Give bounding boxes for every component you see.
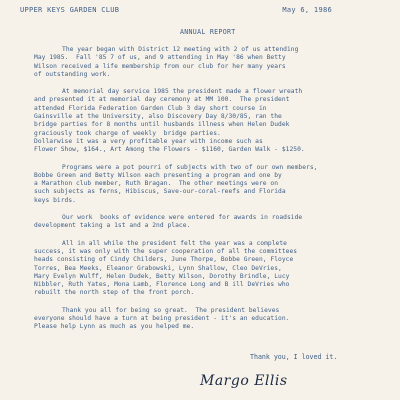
paragraph-line: such subjects as ferns, Hibiscus, Save-our-coral-reefs and Florida (34, 188, 286, 196)
paragraph-line: All in all while the president felt the year was a complete (62, 239, 287, 247)
paragraph-line: bridge parties for 8 months until husbands illness when Helen Dudek (34, 121, 290, 129)
paragraph-line: a Marathon club member, Ruth Bragan. The other meetings were on (34, 180, 279, 188)
report-date: May 6, 1986 (282, 6, 332, 14)
paragraph-line: and presented it at memorial day ceremony at MM 100. The president (34, 96, 290, 104)
report-paragraph (34, 240, 374, 298)
paragraph-line: The year began with District 12 meeting with 2 of us attending (62, 46, 299, 53)
paragraph-line: Flower Show, $164., Art Among the Flowers - $1160, Garden Walk - $1250. (34, 146, 305, 154)
paragraph-line: At memorial day service 1985 the president made a flower wreath (62, 88, 303, 96)
report-body (34, 46, 374, 341)
paragraph-line: development taking a 1st and a 2nd place. (34, 222, 191, 230)
paragraph-line: May 1985. Fall '85 7 of us, and 9 attending in May '86 when Betty (34, 54, 286, 62)
paragraph-line: attended Florida Federation Garden Club 3 day short course in (34, 104, 267, 112)
paragraph-line: keys birds. (34, 196, 76, 204)
paragraph-line: Nibbler, Ruth Yates, Mona Lamb, Florence Long and B ill DeVries who (34, 281, 290, 289)
paragraph-line: Wilson received a life membership from our club for her many years (34, 62, 286, 70)
paragraph-line: Dollarwise it was a very profitable year with income such as (34, 137, 263, 145)
paragraph-line: Programs were a pot pourri of subjects with two of our own members, (62, 163, 318, 171)
paragraph-line: Our work books of evidence were entered for awards in roadside (62, 214, 303, 222)
organization-name: UPPER KEYS GARDEN CLUB (20, 6, 120, 14)
report-paragraph (34, 307, 374, 332)
report-paragraph (34, 88, 374, 154)
closing-line: Thank you, I loved it. (250, 353, 338, 361)
paragraph-line: Please help Lynn as much as you helped me. (34, 323, 195, 331)
paragraph-line: rebuilt the north step of the front porch. (34, 289, 195, 297)
paragraph-line: Mary Evelyn Wulff, Helen Dudek, Betty Wilson, Dorothy Brindle, Lucy (34, 272, 290, 280)
paragraph-line: Torres, Bea Meeks, Eleanor Grabowski, Lynn Shallow, Cleo DeVries, (34, 264, 282, 272)
paragraph-line: Bobbe Green and Betty Wilson each presenting a program and one by (34, 171, 282, 179)
report-paragraph (34, 164, 374, 205)
paragraph-line: Gainsville at the University, also Discovery Day 8/30/85, ran the (34, 113, 282, 121)
report-title: ANNUAL REPORT (180, 28, 236, 36)
paragraph-line: heads consisting of Cindy Childers, June Thorpe, Bobbe Green, Floyce (34, 256, 294, 264)
paragraph-line: everyone should have a turn at being president - it's an education. (34, 315, 290, 323)
report-paragraph (34, 214, 374, 231)
paragraph-line: of outstanding work. (34, 70, 111, 78)
paragraph-line: graciously took charge of weekly bridge parties. (34, 129, 221, 137)
signature: Margo Ellis (200, 373, 288, 389)
paragraph-line: Thank you all for being so great. The president believes (62, 306, 280, 314)
paragraph-line: success, it was only with the super cooperation of all the committees (34, 247, 298, 255)
report-paragraph (34, 46, 374, 79)
